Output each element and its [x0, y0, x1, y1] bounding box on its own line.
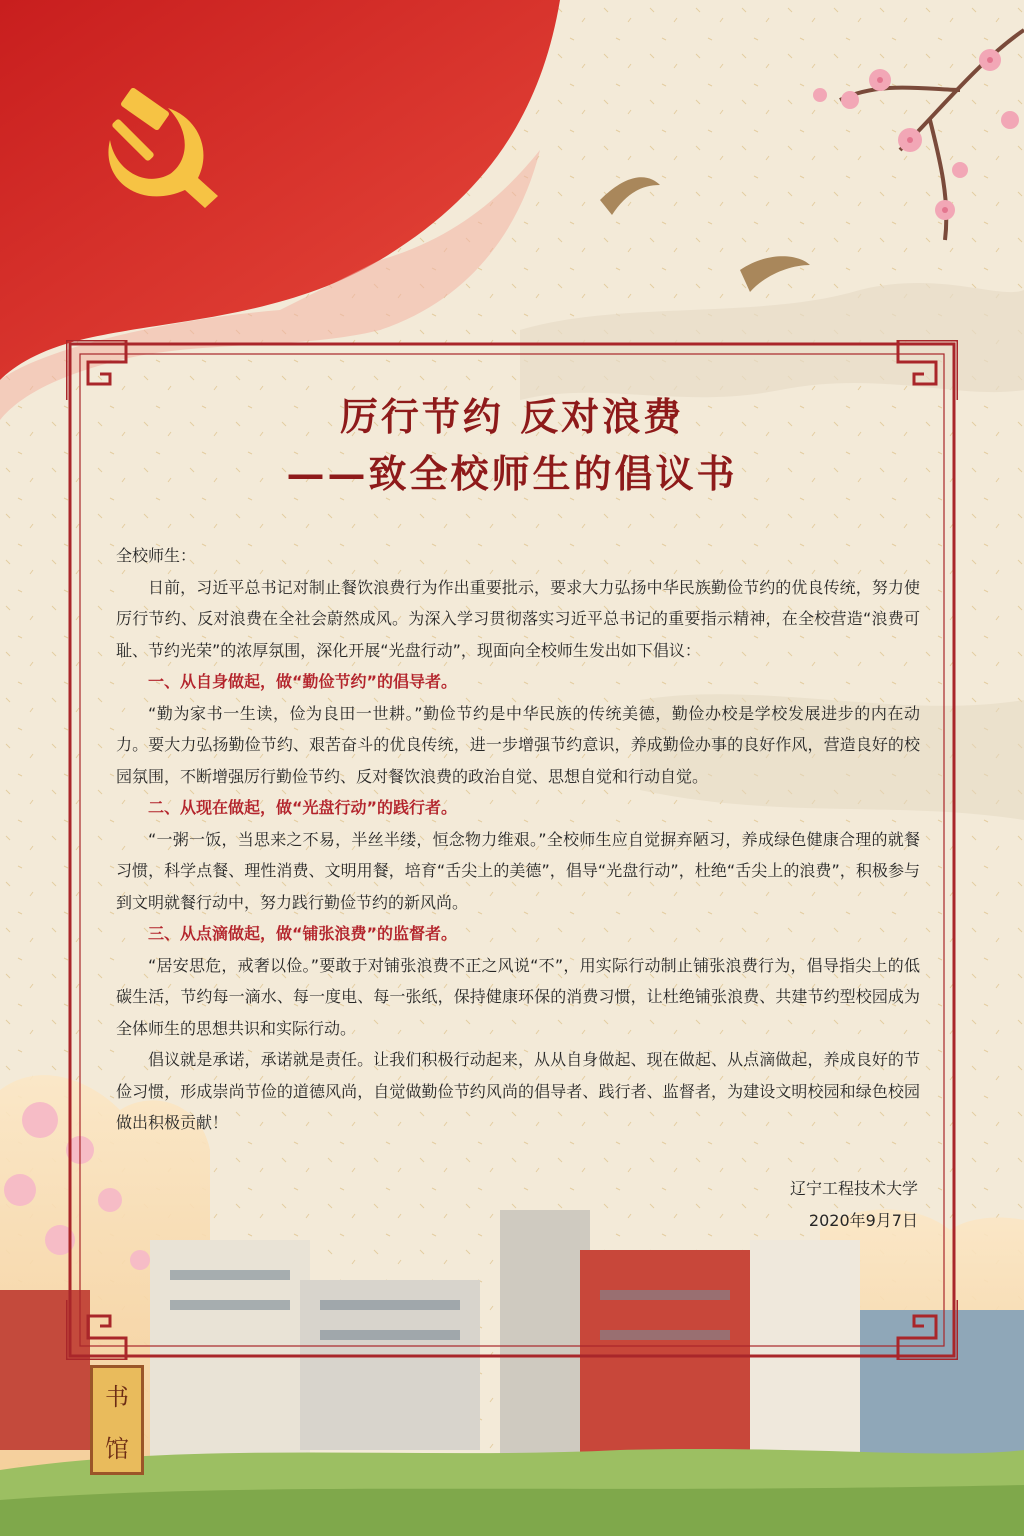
library-sign-char-1: 书 — [105, 1382, 129, 1411]
page-subtitle: ——致全校师生的倡议书 — [286, 451, 738, 496]
section-paragraph-1: “勤为家书一生读，俭为良田一世耕。”勤俭节约是中华民族的传统美德，勤俭办校是学校发展进步的内在动力。要大力弘扬勤俭节约、艰苦奋斗的优良传统，进一步增强节约意识，养成勤俭办事的良好作风，营造良好的校园氛围，不断增强厉行勤俭节约、反对餐饮浪费的政治自觉、思想自觉和行动自觉。 — [116, 703, 920, 786]
signature-organization: 辽宁工程技术大学 — [789, 1179, 918, 1198]
page-title: 厉行节约 反对浪费 — [339, 394, 685, 439]
section-paragraph-3: “居安思危，戒奢以俭。”要敢于对铺张浪费不正之风说“不”，用实际行动制止铺张浪费行为，倡导指尖上的低碳生活，节约每一滴水、每一度电、每一张纸，保持健康环保的消费习惯，让杜绝铺张浪费、共建节约型校园成为全体师生的思想共识和实际行动。 — [116, 955, 920, 1038]
signature-date: 2020年9月7日 — [808, 1211, 918, 1230]
letter-body — [116, 540, 920, 1139]
section-heading-1: 一、从自身做起，做“勤俭节约”的倡导者。 — [148, 672, 458, 691]
salutation: 全校师生： — [116, 546, 197, 565]
section-paragraph-2: “一粥一饭，当思来之不易，半丝半缕，恒念物力维艰。”全校师生应自觉摒弃陋习，养成绿色健康合理的就餐习惯，科学点餐、理性消费、文明用餐，培育“舌尖上的美德”，倡导“光盘行动”，杜绝“舌尖上的浪费”，积极参与到文明就餐行动中，努力践行勤俭节约的新风尚。 — [116, 829, 920, 912]
library-sign-char-2: 馆 — [105, 1434, 129, 1463]
section-heading-2: 二、从现在做起，做“光盘行动”的践行者。 — [148, 798, 458, 817]
closing-paragraph: 倡议就是承诺，承诺就是责任。让我们积极行动起来，从从自身做起、现在做起、从点滴做起，养成良好的节俭习惯，形成崇尚节俭的道德风尚，自觉做勤俭节约风尚的倡导者、践行者、监督者，为建设文明校园和绿色校园做出积极贡献！ — [116, 1050, 920, 1132]
section-heading-3: 三、从点滴做起，做“铺张浪费”的监督者。 — [148, 924, 458, 943]
library-sign — [90, 1365, 144, 1475]
intro-paragraph: 日前，习近平总书记对制止餐饮浪费行为作出重要批示，要求大力弘扬中华民族勤俭节约的优良传统，努力使厉行节约、反对浪费在全社会蔚然成风。为深入学习贯彻落实习近平总书记的重要指示精神，在全校营造“浪费可耻、节约光荣”的浓厚氛围，深化开展“光盘行动”，现面向全校师生发出如下倡议： — [116, 577, 920, 660]
